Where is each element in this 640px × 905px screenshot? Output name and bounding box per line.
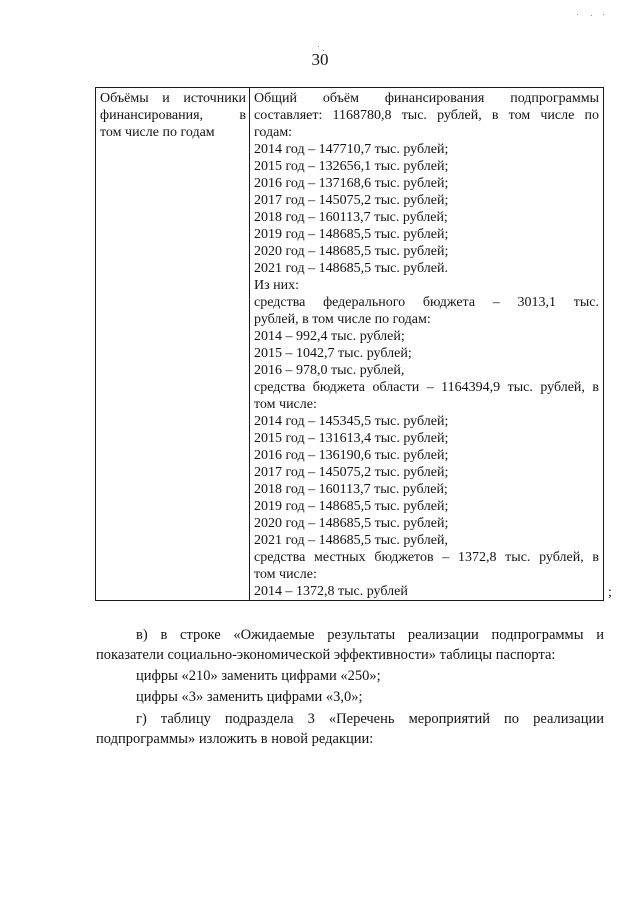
scan-speck [591, 15, 592, 16]
of-them-label: Из них: [254, 278, 300, 293]
replace-210-line: цифры «210» заменить цифрами «250»; [136, 668, 381, 684]
regional-year-line: 2019 год – 148685,5 тыс. рублей; [254, 499, 449, 514]
page-number: 30 [311, 50, 329, 69]
amendment-g-line: подпрограммы» изложить в новой редакции: [96, 731, 374, 747]
row-label-cell [96, 88, 250, 601]
total-financing-line: годам: [254, 125, 293, 140]
table-row [96, 88, 604, 601]
passport-table [95, 87, 604, 601]
local-budget-line: средства местных бюджетов – 1372,8 тыс. рублей, в [254, 550, 599, 565]
row-label-line: финансирования, в [100, 108, 246, 123]
scan-speck [603, 14, 604, 15]
regional-year-line: 2015 год – 131613,4 тыс. рублей; [254, 431, 449, 446]
regional-year-line: 2014 год – 145345,5 тыс. рублей; [254, 414, 449, 429]
amendment-g-line: г) таблицу подраздела 3 «Перечень мероприятий по реализации [136, 711, 604, 727]
financing-value-cell [250, 88, 604, 601]
replace-3-paragraph [96, 687, 604, 707]
regional-year-line: 2020 год – 148685,5 тыс. рублей; [254, 516, 449, 531]
row-label-line: том числе по годам [100, 125, 215, 140]
table-end-mark: ; [608, 585, 612, 600]
regional-budget-line: средства бюджета области – 1164394,9 тыс. рублей, в [254, 380, 599, 395]
replace-3-line: цифры «3» заменить цифрами «3,0»; [136, 689, 363, 705]
total-year-line: 2018 год – 160113,7 тыс. рублей; [254, 210, 448, 225]
local-year-line: 2014 – 1372,8 тыс. рублей [254, 584, 408, 599]
federal-budget-line: средства федерального бюджета – 3013,1 тыс. [254, 295, 599, 310]
scan-speck [577, 14, 578, 15]
total-financing-line: Общий объём финансирования подпрограммы [254, 91, 599, 106]
amendment-g-paragraph [96, 709, 604, 749]
regional-budget-line: том числе: [254, 397, 317, 412]
amendment-v-paragraph [96, 625, 604, 665]
total-year-line: 2015 год – 132656,1 тыс. рублей; [254, 159, 449, 174]
federal-year-line: 2014 – 992,4 тыс. рублей; [254, 329, 405, 344]
regional-year-line: 2018 год – 160113,7 тыс. рублей; [254, 482, 448, 497]
local-budget-line: том числе: [254, 567, 317, 582]
total-year-line: 2019 год – 148685,5 тыс. рублей; [254, 227, 449, 242]
total-year-line: 2016 год – 137168,6 тыс. рублей; [254, 176, 449, 191]
total-financing-line: составляет: 1168780,8 тыс. рублей, в том числе по [254, 108, 599, 123]
regional-year-line: 2016 год – 136190,6 тыс. рублей; [254, 448, 449, 463]
regional-year-line: 2017 год – 145075,2 тыс. рублей; [254, 465, 449, 480]
row-label-line: Объёмы и источники [100, 91, 246, 106]
scan-speck [318, 46, 319, 47]
amendment-v-line: в) в строке «Ожидаемые результаты реализации подпрограммы и [136, 627, 604, 643]
total-year-line: 2021 год – 148685,5 тыс. рублей. [254, 261, 448, 276]
amendment-v-line: показатели социально-экономической эффективности» таблицы паспорта: [96, 647, 556, 663]
replace-210-paragraph [96, 666, 604, 686]
federal-year-line: 2016 – 978,0 тыс. рублей, [254, 363, 405, 378]
regional-year-line: 2021 год – 148685,5 тыс. рублей, [254, 533, 448, 548]
total-year-line: 2020 год – 148685,5 тыс. рублей; [254, 244, 449, 259]
federal-year-line: 2015 – 1042,7 тыс. рублей; [254, 346, 412, 361]
federal-budget-line: рублей, в том числе по годам: [254, 312, 431, 327]
total-year-line: 2014 год – 147710,7 тыс. рублей; [254, 142, 449, 157]
total-year-line: 2017 год – 145075,2 тыс. рублей; [254, 193, 449, 208]
